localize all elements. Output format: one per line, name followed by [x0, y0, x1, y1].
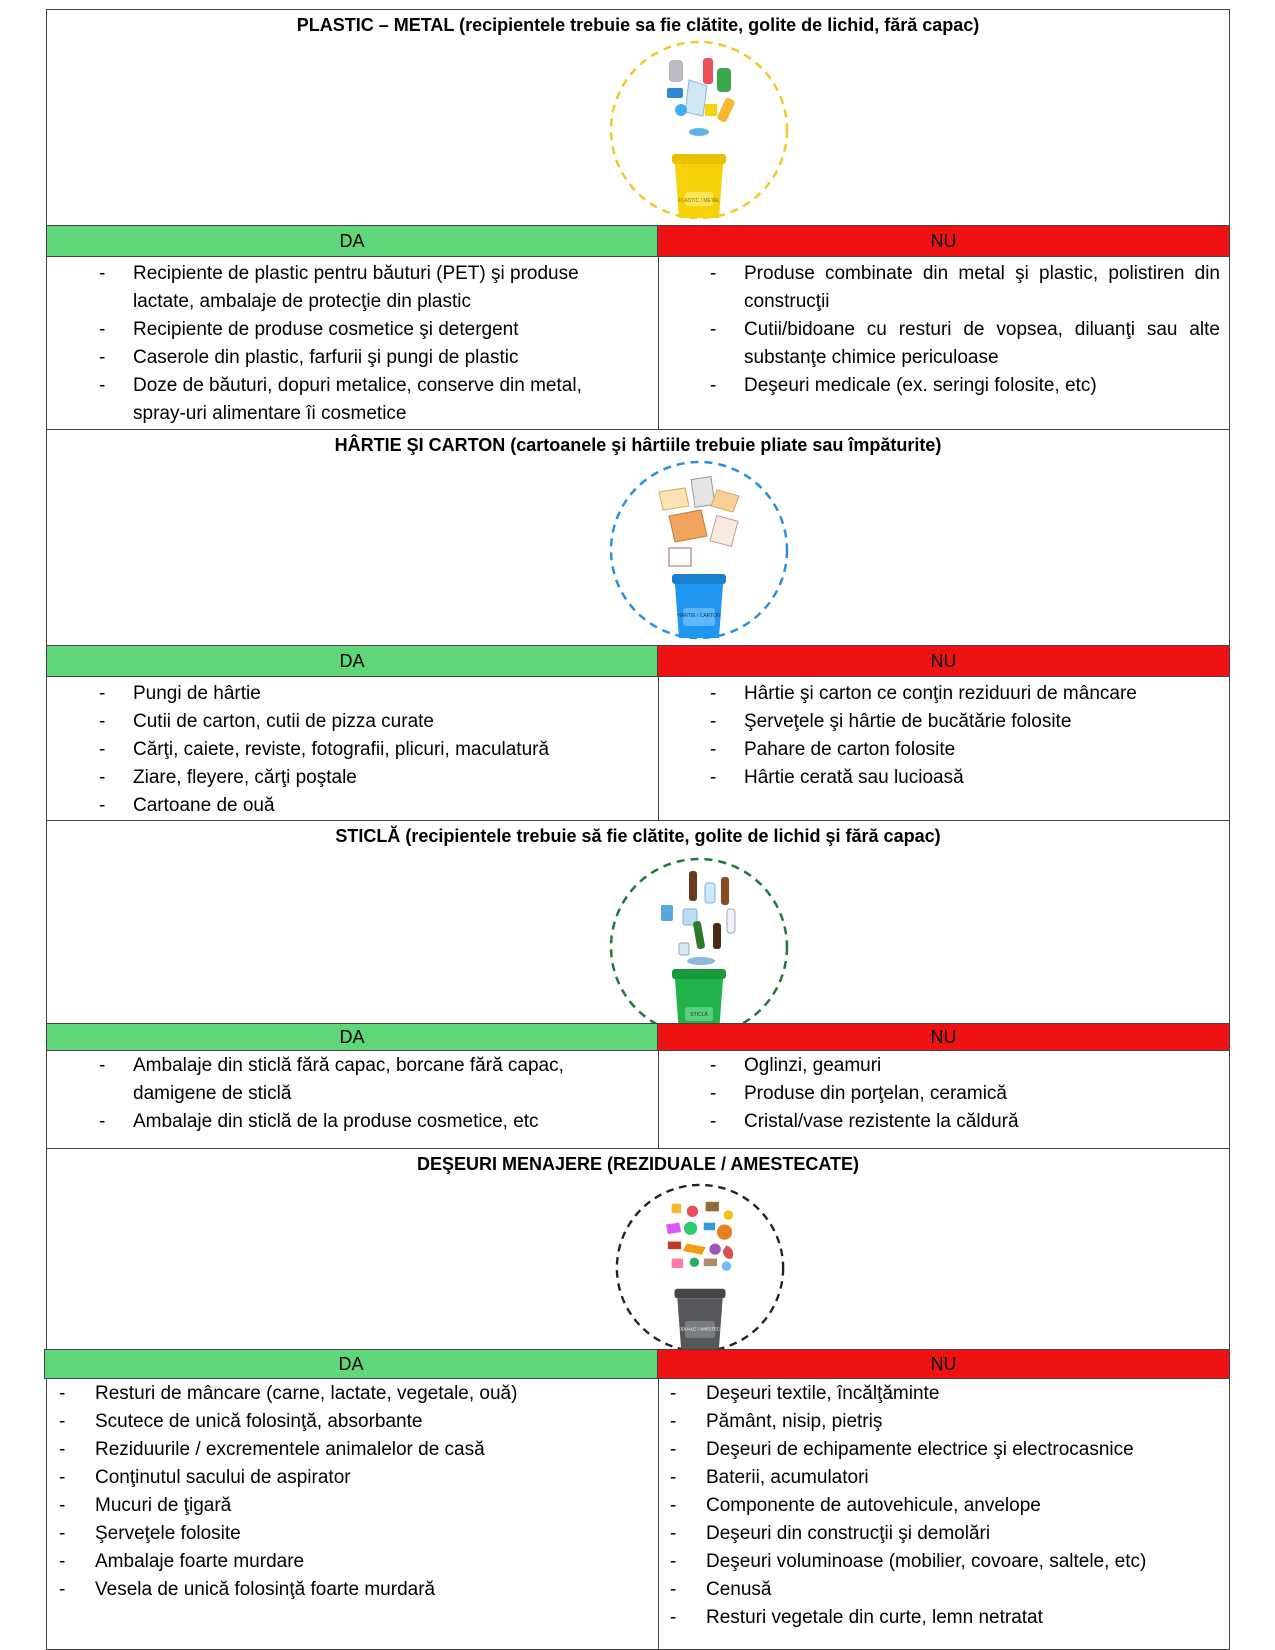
list-item: - Resturi vegetale din curte, lemn netratat [670, 1607, 1043, 1628]
list-item: - Cutii/bidoane cu resturi de vopsea, diluanţi sau alte substanţe chimice periculoase [710, 319, 1220, 368]
list-item: - Ambalaje din sticlă fără capac, borcane fără capac, damigene de sticlă [99, 1055, 564, 1104]
residual-bin-icon [615, 1183, 785, 1353]
list-item: - Şerveţele folosite [59, 1523, 241, 1544]
yes-header: DA [44, 1349, 658, 1379]
list-item: - Hârtie şi carton ce conţin reziduuri de mâncare [710, 683, 1137, 704]
section-residual-lists [46, 1378, 1230, 1650]
no-list [710, 680, 1220, 792]
no-column [658, 1051, 1230, 1148]
section-title: STICLĂ (recipientele trebuie să fie clătite, golite de lichid şi fără capac) [335, 826, 941, 846]
glass-bin-icon [609, 857, 789, 1037]
yes-column [47, 257, 659, 429]
list-item: - Pungi de hârtie [99, 683, 261, 704]
bin-label: STICLĂ [690, 1012, 708, 1018]
yes-column [47, 677, 659, 820]
yes-column [47, 1051, 659, 1148]
no-list [670, 1380, 1220, 1632]
list-item: - Deşeuri medicale (ex. seringi folosite, etc) [710, 375, 1097, 396]
yes-list [59, 1380, 636, 1604]
section-glass-lists [46, 1050, 1230, 1149]
no-column [658, 257, 1230, 429]
section-plastic-metal-lists [46, 256, 1230, 430]
yes-header: DA [46, 645, 658, 677]
list-item: - Produse combinate din metal şi plastic, polistiren din construcţii [710, 263, 1220, 312]
list-item: - Conţinutul sacului de aspirator [59, 1467, 351, 1488]
section-title: HÂRTIE ŞI CARTON (cartoanele şi hârtiile trebuie pliate sau împăturite) [334, 435, 942, 455]
yes-header: DA [46, 1023, 658, 1051]
list-item: - Oglinzi, geamuri [710, 1055, 882, 1076]
yes-header: DA [46, 225, 658, 257]
list-item: - Cartoane de ouă [99, 795, 275, 816]
section-title: PLASTIC – METAL (recipientele trebuie sa fie clătite, golite de lichid, fără capac) [296, 15, 980, 35]
section-paper-carton [46, 429, 1230, 646]
list-item: - Cenusă [670, 1579, 772, 1600]
list-item: - Recipiente de plastic pentru băuturi (PET) şi produse lactate, ambalaje de protecţie din plastic [99, 263, 579, 312]
yes-list [99, 680, 636, 820]
list-item: - Recipiente de produse cosmetice şi detergent [99, 319, 519, 340]
no-column [658, 677, 1230, 820]
no-header: NU [657, 645, 1230, 677]
list-item: - Pământ, nisip, pietriş [670, 1411, 883, 1432]
no-header: NU [657, 225, 1230, 257]
section-paper-carton-header [46, 645, 1230, 677]
no-list [710, 1052, 1220, 1136]
section-plastic-metal [46, 9, 1230, 226]
list-item: - Cristal/vase rezistente la căldură [710, 1111, 1019, 1132]
list-item: - Ziare, fleyere, cărţi poştale [99, 767, 357, 788]
list-item: - Pahare de carton folosite [710, 739, 956, 760]
yes-list [99, 1052, 636, 1136]
list-item: - Ambalaje foarte murdare [59, 1551, 305, 1572]
list-item: - Cutii de carton, cutii de pizza curate [99, 711, 434, 732]
list-item: - Resturi de mâncare (carne, lactate, vegetale, ouă) [59, 1383, 518, 1404]
section-plastic-metal-header [46, 225, 1230, 257]
list-item: - Deşeuri de echipamente electrice şi electrocasnice [670, 1439, 1134, 1460]
bin-label: HÂRTIE / CARTON [677, 613, 721, 619]
list-item: - Hârtie cerată sau lucioasă [710, 767, 964, 788]
paper-carton-bin-icon [609, 460, 789, 640]
bin-label: PLASTIC / METAL [678, 198, 720, 204]
plastic-metal-bin-icon [609, 40, 789, 220]
section-glass [46, 820, 1230, 1046]
no-header: NU [657, 1023, 1230, 1051]
list-item: - Cărţi, caiete, reviste, fotografii, plicuri, maculatură [99, 739, 550, 760]
list-item: - Mucuri de ţigară [59, 1495, 232, 1516]
yes-list [99, 260, 636, 428]
section-paper-carton-lists [46, 676, 1230, 821]
list-item: - Reziduurile / excrementele animalelor de casă [59, 1439, 485, 1460]
yes-column [47, 1379, 659, 1649]
no-header: NU [657, 1349, 1230, 1379]
list-item: - Produse din porţelan, ceramică [710, 1083, 1007, 1104]
section-title: DEŞEURI MENAJERE (REZIDUALE / AMESTECATE) [416, 1154, 860, 1174]
list-item: - Baterii, acumulatori [670, 1467, 869, 1488]
list-item: - Componente de autovehicule, anvelope [670, 1495, 1041, 1516]
bin-label: REZIDUALE / AMESTECATE [672, 1326, 728, 1332]
list-item: - Deşeuri textile, încălţăminte [670, 1383, 940, 1404]
list-item: - Scutece de unică folosinţă, absorbante [59, 1411, 423, 1432]
list-item: - Deşeuri din construcţii şi demolări [670, 1523, 991, 1544]
no-list [710, 260, 1220, 400]
section-residual-header [44, 1349, 1230, 1381]
list-item: - Şerveţele şi hârtie de bucătărie folosite [710, 711, 1072, 732]
list-item: - Vesela de unică folosinţă foarte murdară [59, 1579, 436, 1600]
section-residual [46, 1148, 1230, 1366]
list-item: - Caserole din plastic, farfurii şi pungi de plastic [99, 347, 519, 368]
list-item: - Doze de băuturi, dopuri metalice, conserve din metal, spray-uri alimentare îi cosmetice [99, 375, 582, 424]
list-item: - Ambalaje din sticlă de la produse cosmetice, etc [99, 1111, 539, 1132]
no-column [658, 1379, 1230, 1649]
list-item: - Deşeuri voluminoase (mobilier, covoare, saltele, etc) [670, 1551, 1147, 1572]
